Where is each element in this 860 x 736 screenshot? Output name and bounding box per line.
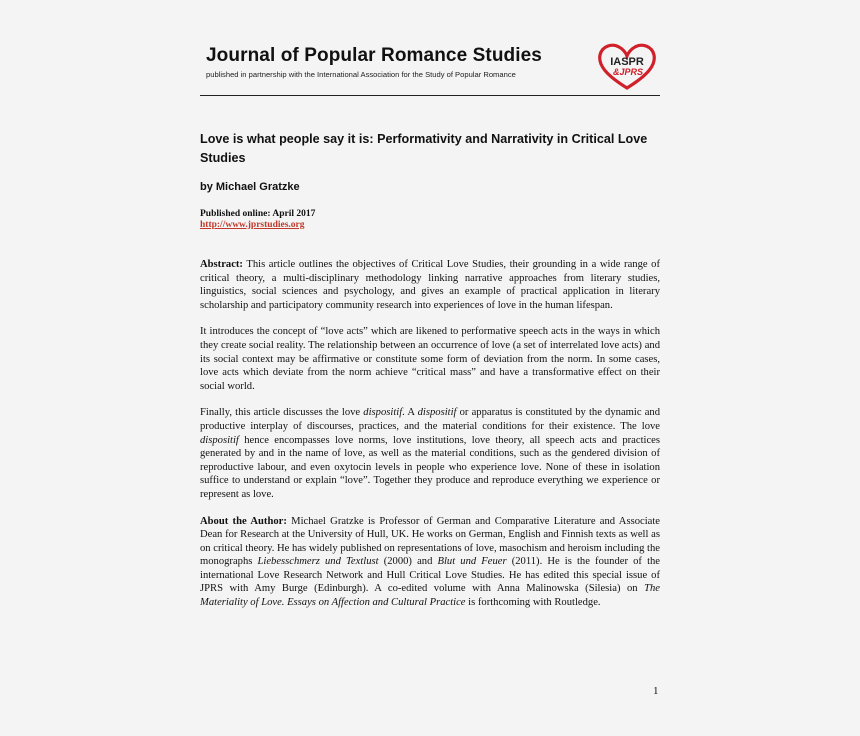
dispositif-paragraph — [200, 406, 660, 501]
journal-title: Journal of Popular Romance Studies — [206, 45, 542, 66]
text-run: or apparatus is constituted by the dynamic and productive interplay of discourses, practices, and the material conditions for their existence. The love — [200, 407, 660, 432]
italic-title: The Materiality of Love. Essays on Affection and Cultural Practice — [200, 583, 660, 609]
text-run: hence encompasses love norms, love institutions, love theory, all speech acts and practices generated by and in the name of love, as well as the material conditions, such as the gendered division of reproductive labour, and even oxytocin levels in people who experience love. None of these in isolation suffice to understand or explain “love”. Together they produce and reproduce everything we experience or represent as love. — [200, 434, 660, 500]
text-run: is forthcoming with Routledge. — [465, 597, 601, 609]
text-run: Finally, this article discusses the love — [200, 407, 364, 419]
abstract-label: Abstract: — [200, 259, 243, 270]
logo-text-bottom: &JPRS — [612, 67, 644, 77]
article-title: Love is what people say it is: Performativity and Narrativity in Critical Love Studies — [200, 132, 648, 165]
logo-text-top: IASPR — [610, 56, 644, 68]
journal-link[interactable]: http://www.jprstudies.org — [200, 220, 305, 230]
author-paragraph — [200, 515, 660, 610]
text-run: (2000) and — [378, 556, 438, 568]
italic-title: Blut und Feuer — [437, 556, 507, 568]
italic-term: dispositif — [200, 434, 239, 446]
abstract-text: This article outlines the objectives of Critical Love Studies, their grounding in a wide range of critical theory, a multi-disciplinary methodology linking narrative approaches from literary studies, linguistics, social sciences and psychology, and gives an example of practical application in literary scholarship and participatory community research into experiences of love in the human lifespan. — [200, 259, 660, 311]
journal-subtitle: published in partnership with the International Association for the Study of Popular Romance — [206, 70, 516, 79]
published-date: Published online: April 2017 — [200, 209, 316, 219]
italic-term: dispositif — [363, 407, 403, 419]
text-run: (2011). He is the founder of the international Love Research Network and Hull Critical Love Studies. He has edited this special issue of JPRS with Amy Burge (Edinburgh). A co-edited volume with Anna Malinowska (Silesia) on — [200, 556, 661, 595]
byline: by Michael Gratzke — [200, 181, 300, 193]
abstract-paragraph — [200, 258, 660, 312]
italic-title: Liebesschmerz und Textlust — [257, 556, 379, 568]
publication-info — [200, 209, 315, 231]
article-body — [200, 258, 660, 623]
author-label: About the Author: — [200, 515, 287, 527]
iaspr-logo-icon — [596, 41, 658, 91]
text-run: . A — [402, 407, 418, 419]
concept-paragraph: It introduces the concept of “love acts” which are likened to performative speech acts in the ways in which they create social reality. The relationship between an occurrence of love (a set of interrelated love acts) and its social context may be affirmative or constitute some form of deviation from the norm. In some cases, love acts which deviate from the norm achieve “critical mass” and have a transformative effect on their social world. — [200, 326, 660, 392]
text-run: Michael Gratzke is Professor of German and Comparative Literature and Associate Dean for Research at the University of Hull, UK. He works on German, English and Finnish texts as well as on critical theory. He has widely published on representations of love, masochism and heroism including the monographs — [200, 515, 660, 568]
journal-header — [200, 40, 660, 96]
italic-term: dispositif — [417, 407, 457, 419]
page-number: 1 — [653, 685, 659, 697]
